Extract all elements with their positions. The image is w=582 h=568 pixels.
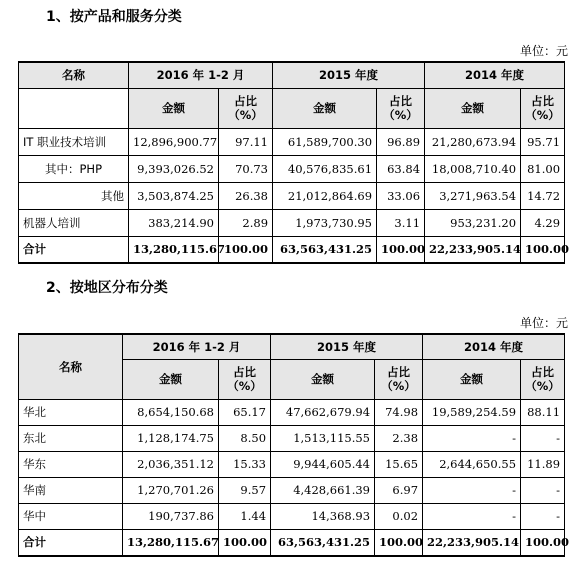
header-amount: 金额	[425, 88, 521, 128]
row-name: 其中：PHP	[19, 155, 129, 182]
cell-ratio: 14.72	[521, 182, 565, 209]
table-row	[19, 425, 565, 451]
cell-ratio: 6.97	[375, 477, 423, 503]
cell-amount: 1,270,701.26	[123, 477, 219, 503]
header-period-2014: 2014 年度	[423, 334, 565, 359]
header-ratio: 占比 （%）	[521, 359, 565, 399]
section-1-heading: 1、按产品和服务分类	[46, 9, 182, 25]
section-1-unit: 单位：元	[519, 44, 568, 58]
cell-ratio: 100.00	[219, 236, 273, 263]
header-blank	[19, 88, 129, 128]
cell-amount: 40,576,835.61	[273, 155, 377, 182]
cell-ratio: 70.73	[219, 155, 273, 182]
cell-ratio: 4.29	[521, 209, 565, 236]
cell-amount: 14,368.93	[271, 503, 375, 529]
cell-amount: 13,280,115.67	[129, 236, 219, 263]
cell-amount: 63,563,431.25	[273, 236, 377, 263]
header-amount: 金额	[271, 359, 375, 399]
row-name: 华中	[19, 503, 123, 529]
total-row	[19, 529, 565, 556]
cell-ratio: 3.11	[377, 209, 425, 236]
header-period-2016: 2016 年 1-2 月	[129, 62, 273, 88]
cell-amount: 63,563,431.25	[271, 529, 375, 556]
header-ratio: 占比 （%）	[219, 88, 273, 128]
cell-amount: 61,589,700.30	[273, 128, 377, 155]
header-amount: 金额	[129, 88, 219, 128]
cell-ratio: 65.17	[219, 399, 271, 425]
cell-ratio: 74.98	[375, 399, 423, 425]
cell-ratio: 95.71	[521, 128, 565, 155]
row-name: 机器人培训	[19, 209, 129, 236]
header-ratio: 占比 （%）	[375, 359, 423, 399]
table-row	[19, 451, 565, 477]
cell-ratio: 88.11	[521, 399, 565, 425]
total-row	[19, 236, 565, 263]
cell-amount: 18,008,710.40	[425, 155, 521, 182]
cell-ratio: 96.89	[377, 128, 425, 155]
cell-amount: 3,503,874.25	[129, 182, 219, 209]
cell-ratio: 100.00	[219, 529, 271, 556]
cell-amount: 9,944,605.44	[271, 451, 375, 477]
cell-ratio: 100.00	[521, 236, 565, 263]
cell-amount: 3,271,963.54	[425, 182, 521, 209]
header-amount: 金额	[123, 359, 219, 399]
cell-amount: 12,896,900.77	[129, 128, 219, 155]
table-row	[19, 209, 565, 236]
section-2-heading: 2、按地区分布分类	[46, 280, 168, 296]
section-2-unit: 单位：元	[519, 316, 568, 330]
cell-amount: 19,589,254.59	[423, 399, 521, 425]
table-row	[19, 155, 565, 182]
product-service-table	[18, 61, 570, 264]
cell-amount: 1,513,115.55	[271, 425, 375, 451]
row-name: IT 职业技术培训	[19, 128, 129, 155]
row-name: 合计	[19, 236, 129, 263]
table-row	[19, 477, 565, 503]
header-period-2015: 2015 年度	[271, 334, 423, 359]
cell-ratio: 9.57	[219, 477, 271, 503]
cell-amount: -	[423, 503, 521, 529]
cell-amount: 47,662,679.94	[271, 399, 375, 425]
cell-amount: 9,393,026.52	[129, 155, 219, 182]
cell-amount: 1,973,730.95	[273, 209, 377, 236]
cell-amount: 190,737.86	[123, 503, 219, 529]
cell-amount: 13,280,115.67	[123, 529, 219, 556]
header-ratio: 占比 （%）	[219, 359, 271, 399]
cell-amount: 21,012,864.69	[273, 182, 377, 209]
cell-amount: 22,233,905.14	[423, 529, 521, 556]
header-period-2015: 2015 年度	[273, 62, 425, 88]
table-row	[19, 182, 565, 209]
cell-amount: 4,428,661.39	[271, 477, 375, 503]
cell-amount: -	[423, 425, 521, 451]
header-name: 名称	[19, 62, 129, 88]
table-row	[19, 128, 565, 155]
row-name: 合计	[19, 529, 123, 556]
table-row	[19, 503, 565, 529]
cell-ratio: 2.38	[375, 425, 423, 451]
cell-amount: -	[423, 477, 521, 503]
cell-ratio: 1.44	[219, 503, 271, 529]
cell-ratio: -	[521, 503, 565, 529]
cell-ratio: 0.02	[375, 503, 423, 529]
header-ratio: 占比 （%）	[521, 88, 565, 128]
cell-ratio: 2.89	[219, 209, 273, 236]
cell-ratio: 81.00	[521, 155, 565, 182]
cell-amount: 1,128,174.75	[123, 425, 219, 451]
header-period-2014: 2014 年度	[425, 62, 565, 88]
cell-ratio: 63.84	[377, 155, 425, 182]
cell-ratio: 8.50	[219, 425, 271, 451]
row-name: 华东	[19, 451, 123, 477]
cell-ratio: -	[521, 477, 565, 503]
cell-ratio: 15.33	[219, 451, 271, 477]
header-ratio: 占比 （%）	[377, 88, 425, 128]
cell-ratio: 100.00	[377, 236, 425, 263]
row-name: 华北	[19, 399, 123, 425]
cell-amount: 953,231.20	[425, 209, 521, 236]
cell-amount: 383,214.90	[129, 209, 219, 236]
table-row	[19, 399, 565, 425]
header-amount: 金额	[423, 359, 521, 399]
cell-amount: 22,233,905.14	[425, 236, 521, 263]
row-name: 其他	[19, 182, 129, 209]
row-name: 华南	[19, 477, 123, 503]
cell-amount: 8,654,150.68	[123, 399, 219, 425]
cell-ratio: 100.00	[521, 529, 565, 556]
header-period-2016: 2016 年 1-2 月	[123, 334, 271, 359]
cell-ratio: 11.89	[521, 451, 565, 477]
header-amount: 金额	[273, 88, 377, 128]
cell-ratio: 100.00	[375, 529, 423, 556]
cell-ratio: 26.38	[219, 182, 273, 209]
row-name: 东北	[19, 425, 123, 451]
region-table	[18, 333, 570, 557]
cell-ratio: -	[521, 425, 565, 451]
cell-amount: 21,280,673.94	[425, 128, 521, 155]
cell-ratio: 97.11	[219, 128, 273, 155]
cell-amount: 2,644,650.55	[423, 451, 521, 477]
cell-amount: 2,036,351.12	[123, 451, 219, 477]
cell-ratio: 15.65	[375, 451, 423, 477]
cell-ratio: 33.06	[377, 182, 425, 209]
header-name: 名称	[19, 334, 123, 399]
